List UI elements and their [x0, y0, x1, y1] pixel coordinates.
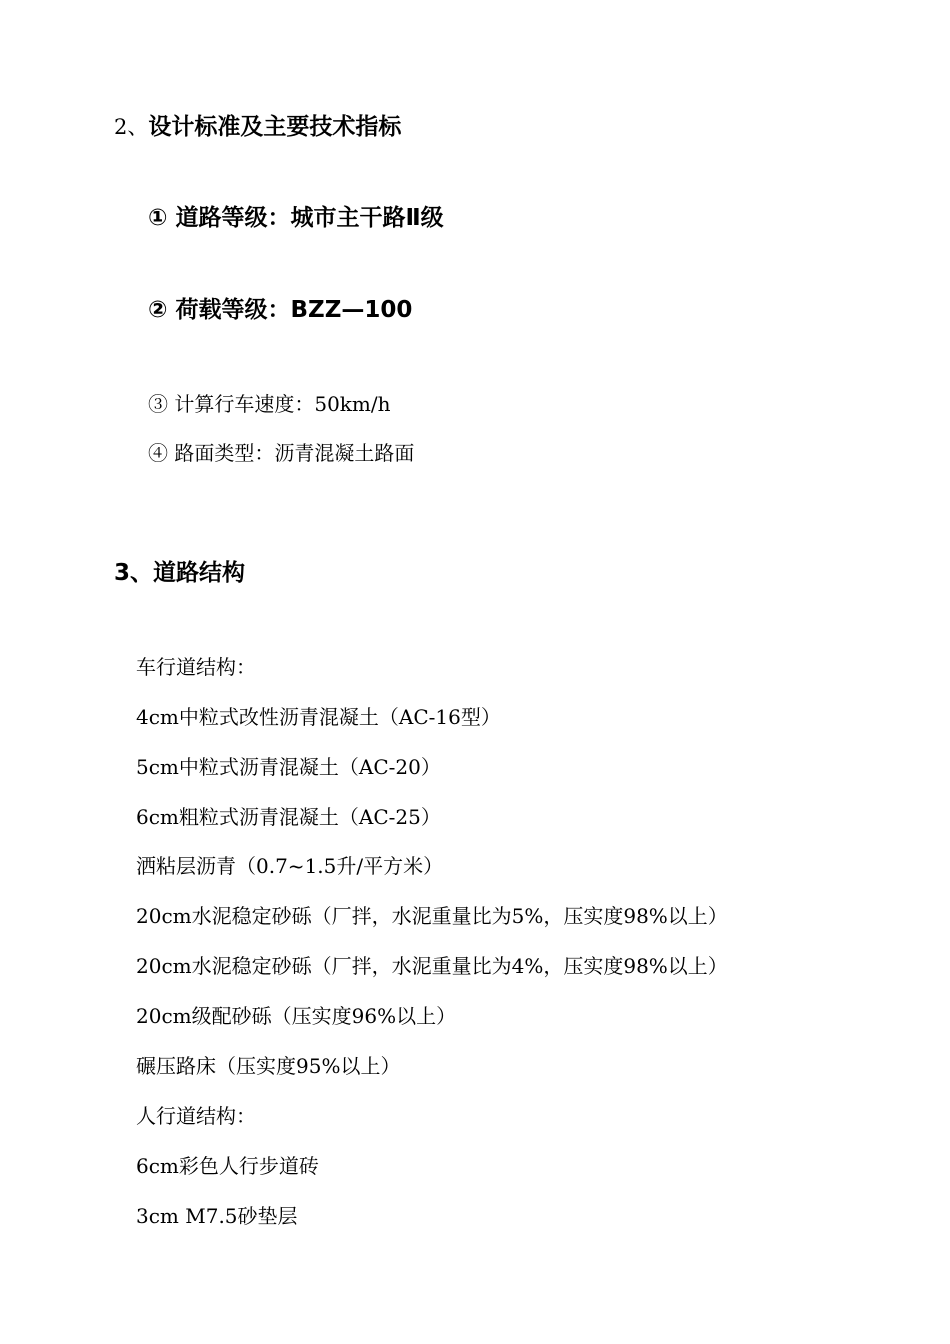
- layer-graded-gravel: 20cm级配砂砾（压实度96%以上）: [136, 1004, 457, 1028]
- layer-cement-gravel-5: 20cm水泥稳定砂砾（厂拌，水泥重量比为5%，压实度98%以上）: [136, 904, 728, 928]
- item-road-grade: ① 道路等级：城市主干路Ⅱ级: [148, 205, 444, 231]
- layer-tack-coat: 洒粘层沥青（0.7~1.5升/平方米）: [136, 854, 444, 878]
- layer-ac20: 5cm中粒式沥青混凝土（AC-20）: [136, 755, 441, 779]
- item-load-grade: ② 荷载等级：BZZ—100: [148, 297, 413, 323]
- roadway-structure-label: 车行道结构：: [136, 655, 256, 679]
- item-pavement-type: ④ 路面类型：沥青混凝土路面: [148, 441, 415, 465]
- section-3-heading: 3、道路结构: [114, 560, 246, 586]
- layer-subgrade: 碾压路床（压实度95%以上）: [136, 1054, 401, 1078]
- layer-cement-gravel-4: 20cm水泥稳定砂砾（厂拌，水泥重量比为4%，压实度98%以上）: [136, 954, 728, 978]
- layer-sand-cushion: 3cm M7.5砂垫层: [136, 1204, 298, 1228]
- section-2-number: 2、: [114, 115, 149, 139]
- layer-ac25: 6cm粗粒式沥青混凝土（AC-25）: [136, 805, 441, 829]
- section-2-title: 设计标准及主要技术指标: [148, 114, 402, 140]
- layer-paving-brick: 6cm彩色人行步道砖: [136, 1154, 319, 1178]
- layer-ac16: 4cm中粒式改性沥青混凝土（AC-16型）: [136, 705, 501, 729]
- item-design-speed: ③ 计算行车速度：50km/h: [148, 392, 391, 416]
- section-2-heading: [114, 116, 401, 139]
- sidewalk-structure-label: 人行道结构：: [136, 1104, 256, 1128]
